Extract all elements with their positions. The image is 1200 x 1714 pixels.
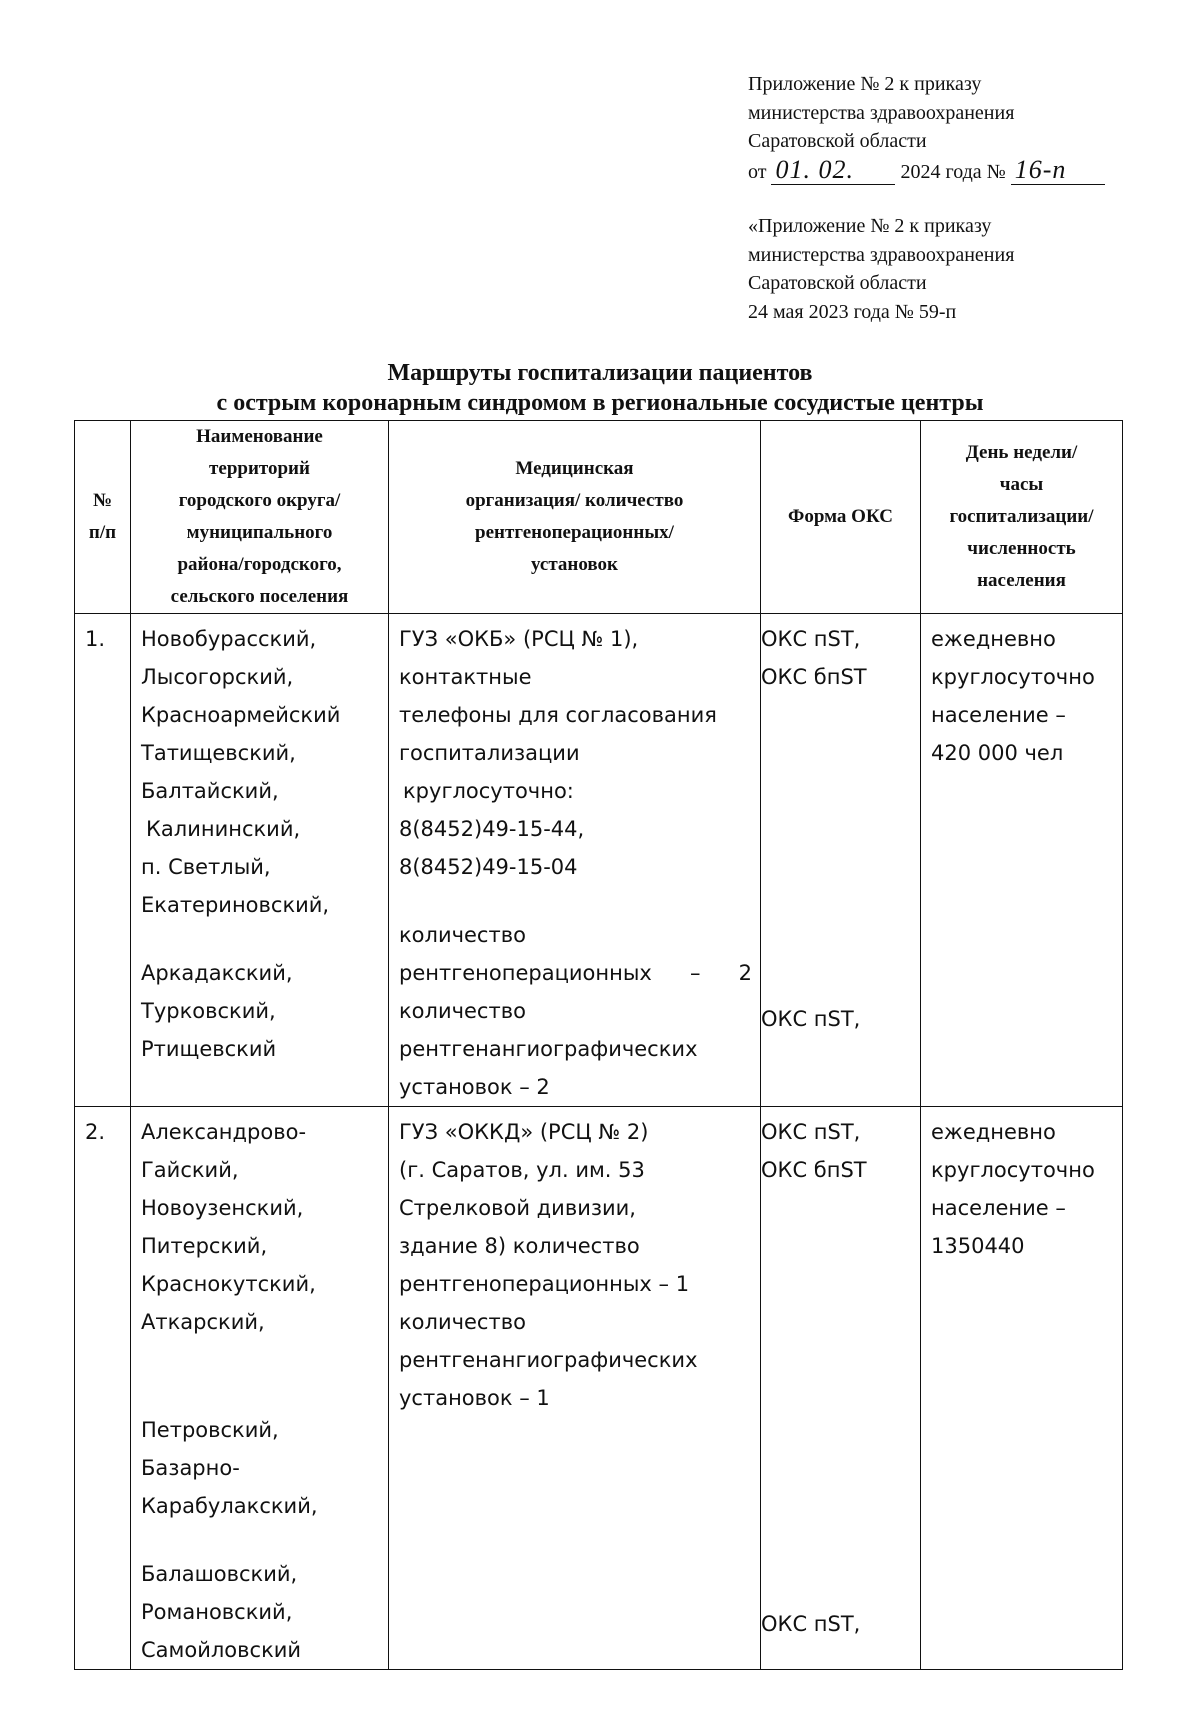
previous-order-reference bbox=[748, 212, 1014, 326]
row-number: 1. bbox=[75, 614, 131, 1107]
attachment-line: Приложение № 2 к приказу bbox=[748, 73, 982, 95]
document-title-line-2: с острым коронарным синдромом в региональные сосудистые центры bbox=[216, 390, 984, 416]
handwritten-number: 16-п bbox=[1011, 156, 1105, 186]
header-schedule: День недели/ часы госпитализации/ численность населения bbox=[921, 421, 1123, 614]
date-suffix: 2024 года № bbox=[900, 160, 1006, 183]
table-row bbox=[75, 1107, 1123, 1670]
previous-line: Саратовской области bbox=[748, 272, 927, 295]
header-form: Форма ОКС bbox=[761, 421, 921, 614]
header-num: № п/п bbox=[75, 421, 131, 614]
order-date-line bbox=[748, 156, 1105, 187]
document-title-line-1: Маршруты госпитализации пациентов bbox=[387, 360, 813, 386]
previous-line: 24 мая 2023 года № 59-п bbox=[748, 300, 957, 323]
xray-rooms-line: рентгеноперационных – 2 bbox=[399, 961, 752, 985]
header-territory: Наименование территорий городского округа/ муниципального района/городского, сельского поселения bbox=[131, 421, 389, 614]
attachment-line: Саратовской области bbox=[748, 130, 927, 153]
table-row bbox=[75, 614, 1123, 1107]
schedule-cell: ежедневно круглосуточно население – 1350440 bbox=[921, 1107, 1123, 1670]
date-prefix: от bbox=[748, 160, 767, 183]
handwritten-date: 01. 02. bbox=[771, 156, 895, 186]
routes-table bbox=[74, 420, 1123, 1670]
organization-cell: ГУЗ «ОККД» (РСЦ № 2) (г. Саратов, ул. им. 53 Стрелковой дивизии, здание 8) количество рентгеноперационных – 1 количество рентгенангиографических установок – 1 bbox=[389, 1107, 761, 1670]
row-number: 2. bbox=[75, 1107, 131, 1670]
attachment-line: министерства здравоохранения bbox=[748, 101, 1015, 124]
table-header-row bbox=[75, 421, 1123, 614]
form-cell: ОКС пST, ОКС бпST ОКС пST, bbox=[761, 1107, 921, 1670]
previous-line: министерства здравоохранения bbox=[748, 243, 1015, 266]
header-organization: Медицинская организация/ количество рентгеноперационных/ установок bbox=[389, 421, 761, 614]
previous-line: «Приложение № 2 к приказу bbox=[748, 215, 992, 237]
organization-cell: ГУЗ «ОКБ» (РСЦ № 1), контактные телефоны для согласования госпитализации круглосуточно: 8(8452)49-15-44, 8(8452)49-15-04 количество рентгеноперационных – 2 количество рентгенангиографических установок – 2 bbox=[389, 614, 761, 1107]
territories-cell: Александрово- Гайский, Новоузенский, Питерский, Краснокутский, Аткарский, Петровский, Базарно- Карабулакский, Балашовский, Романовский, Самойловский bbox=[131, 1107, 389, 1670]
form-cell: ОКС пST, ОКС бпST ОКС пST, bbox=[761, 614, 921, 1107]
order-reference bbox=[748, 70, 1105, 186]
territories-cell: Новобурасский, Лысогорский, Красноармейский Татищевский, Балтайский, Калининский, п. Светлый, Екатериновский, Аркадакский, Турковский, Ртищевский bbox=[131, 614, 389, 1107]
schedule-cell: ежедневно круглосуточно население – 420 000 чел bbox=[921, 614, 1123, 1107]
